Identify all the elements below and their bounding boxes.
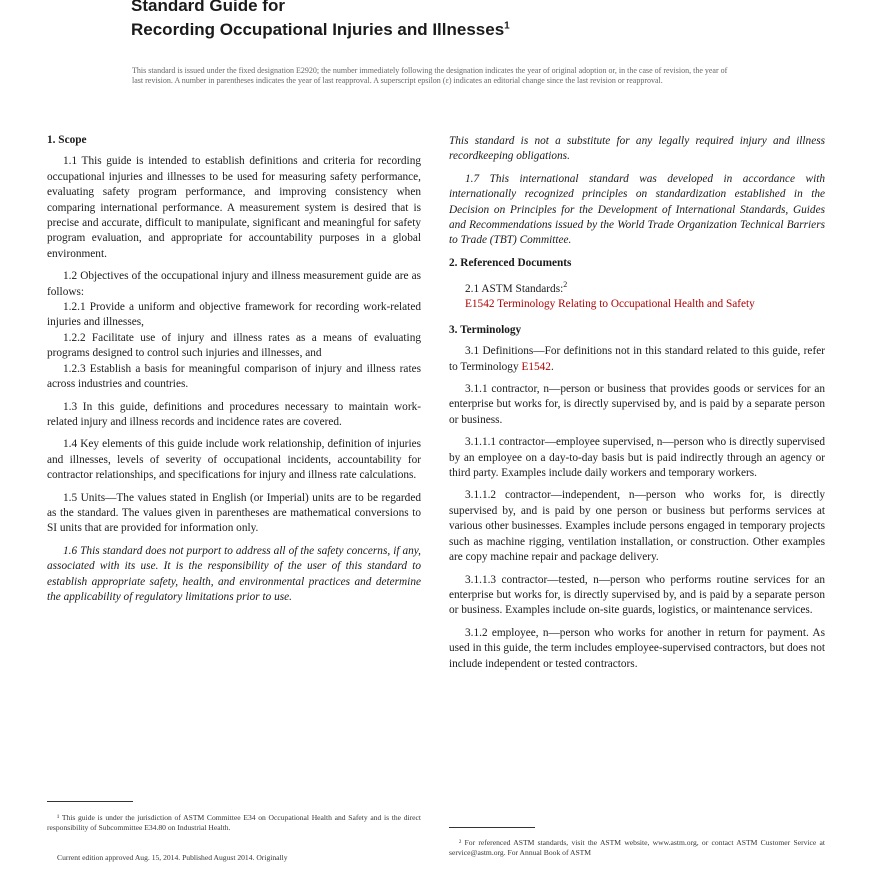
- paragraph-1-6-continued: This standard is not a substitute for any legally required injury and illness recordkeeping obligations.: [449, 135, 825, 163]
- title-footnote-marker: 1: [504, 20, 510, 32]
- footnote-1-edition: Current edition approved Aug. 15, 2014. Published August 2014. Originally: [57, 853, 288, 862]
- section-heading-scope: 1. Scope: [47, 134, 87, 146]
- section-heading-referenced-documents: 2. Referenced Documents: [449, 256, 572, 269]
- definitions-text: 3.1 Definitions—For definitions not in this standard related to this guide, refer to Terminology: [449, 345, 825, 373]
- paragraph-1-3: 1.3 In this guide, definitions and procedures necessary to maintain work-related injury and illness records and incidence rates are covered.: [47, 400, 421, 428]
- document-title: [131, 20, 510, 40]
- footnote-marker-2: 2: [563, 280, 568, 290]
- footnote-rule-right: [449, 827, 535, 828]
- footnote-1: ¹ This guide is under the jurisdiction of ASTM Committee E34 on Occupational Health and Safety and is the direct responsibility of Subcommittee E34.80 on Industrial Health.: [47, 813, 421, 832]
- terminology-link[interactable]: E1542: [521, 360, 551, 373]
- paragraph-1-5: 1.5 Units—The values stated in English (or Imperial) units are to be regarded as the standard. The values given in parentheses are mathematical conversions to SI units that are provided for information only.: [47, 491, 421, 535]
- left-column: [47, 133, 421, 612]
- standard-title-link[interactable]: Terminology Relating to Occupational Health and Safety: [497, 298, 755, 311]
- paragraph-3-1: 3.1 Definitions—For definitions not in this standard related to this guide, refer to Terminology E1542.: [449, 345, 825, 373]
- right-column: [449, 134, 825, 679]
- paragraph-3-1-2: 3.1.2 employee, n—person who works for another in return for payment. As used in this guide, the term includes employee-supervised contractors, but does not include independent or tested contractors.: [449, 626, 825, 670]
- paragraph-1-7: 1.7 This international standard was developed in accordance with internationally recognized principles on standardization established in the Decision on Principles for the Development of International Standards, Guides and Recommendations issued by the World Trade Organization Technical Barriers to Trade (TBT) Committee.: [449, 172, 825, 247]
- section-heading-terminology: 3. Terminology: [449, 323, 522, 336]
- title-text: Recording Occupational Injuries and Illnesses: [131, 20, 505, 39]
- paragraph-1-1: 1.1 This guide is intended to establish definitions and criteria for recording occupational injuries and illnesses to be used for measuring safety performance, evaluating safety program performance, and improving consistency when comparing international performance. A measurement system is desired that is precise and accurate, difficult to manipulate, significant and meaningful for safety program evaluation, and appropriate for accountability purposes in a global environment.: [47, 155, 421, 260]
- paragraph-3-1-1: 3.1.1 contractor, n—person or business that provides goods or services for an enterprise but works for, is directly supervised by, and is paid by a separate person or business.: [449, 383, 825, 426]
- paragraph-3-1-1-1: 3.1.1.1 contractor—employee supervised, n—person who is directly supervised by an employee on a day-to-day basis but is paid indirectly through an agency or third party. Examples include daily workers and temporary workers.: [449, 436, 825, 480]
- paragraph-1-2-3: 1.2.3 Establish a basis for meaningful comparison of injury and illness rates across industries and countries.: [47, 362, 421, 391]
- paragraph-1-6: 1.6 This standard does not purport to address all of the safety concerns, if any, associated with its use. It is the responsibility of the user of this standard to establish appropriate safety, health, and environmental practices and determine the applicability of regulatory limitations prior to use.: [47, 544, 421, 603]
- designation-notice: This standard is issued under the fixed designation E2920; the number immediately following the designation indicates the year of original adoption or, in the case of revision, the year of last revision. A number in parentheses indicates the year of last reapproval. A superscript epsilon (ε) indicates an editorial change since the last revision or reapproval.: [132, 66, 728, 85]
- astm-standards-label: 2.1 ASTM Standards:: [465, 283, 564, 296]
- paragraph-2-1: [449, 277, 825, 297]
- paragraph-1-2: 1.2 Objectives of the occupational injury and illness measurement guide are as follows:: [47, 270, 421, 298]
- footnote-2: ² For referenced ASTM standards, visit the ASTM website, www.astm.org, or contact ASTM Customer Service at service@astm.org. For Annual Book of ASTM: [449, 838, 825, 857]
- paragraph-1-2-2: 1.2.2 Facilitate use of injury and illness rates as a means of evaluating programs designed to control such injuries and illnesses, and: [47, 331, 421, 360]
- paragraph-3-1-1-2: 3.1.1.2 contractor—independent, n—person who works for, is directly supervised by, and is paid by one person or business but performs services at various other businesses. Examples include persons engaged in temporary projects such as machine rigging, ventilation installation, or construction. Other examples are copy machine repair and package delivery.: [449, 489, 825, 564]
- title-line-1: Standard Guide for: [131, 0, 285, 15]
- paragraph-1-2-1: 1.2.1 Provide a uniform and objective framework for recording work-related injuries and illnesses,: [47, 301, 421, 329]
- paragraph-3-1-1-3: 3.1.1.3 contractor—tested, n—person who performs routine services for an enterprise but works for, is directly supervised by, and is paid by a separate person or business. Examples include on-site guards, logistics, or maintenance services.: [449, 573, 825, 617]
- paragraph-1-4: 1.4 Key elements of this guide include work relationship, definition of injuries and illnesses, levels of severity of occupational incidents, accountability for contractor relationships, and specifications for injury and illness rate calculations.: [47, 438, 421, 482]
- footnote-rule-left: [47, 801, 133, 802]
- referenced-standard-e1542[interactable]: [449, 297, 825, 312]
- standard-code-link[interactable]: E1542: [465, 298, 495, 311]
